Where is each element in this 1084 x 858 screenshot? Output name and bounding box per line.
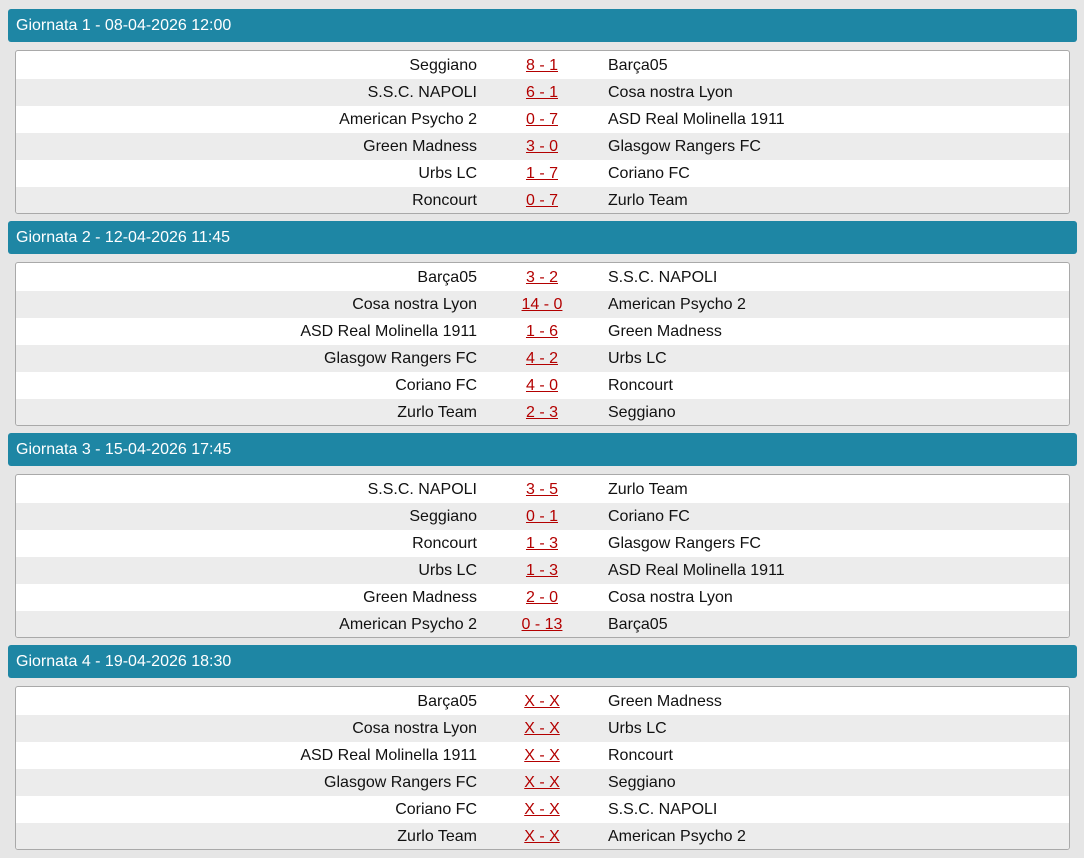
away-team: Roncourt — [608, 747, 673, 764]
match-list — [15, 474, 1070, 638]
away-team: American Psycho 2 — [608, 296, 746, 313]
home-team: Glasgow Rangers FC — [324, 350, 477, 367]
away-team: Glasgow Rangers FC — [608, 535, 761, 552]
home-team: Barça05 — [417, 269, 477, 286]
match-row — [16, 372, 1069, 399]
match-score-link[interactable]: 2 - 0 — [525, 589, 558, 606]
away-team: Glasgow Rangers FC — [608, 138, 761, 155]
match-score-link[interactable]: 0 - 1 — [525, 508, 558, 525]
match-row — [16, 796, 1069, 823]
away-team: Urbs LC — [608, 720, 667, 737]
match-row — [16, 611, 1069, 638]
home-team: Cosa nostra Lyon — [352, 296, 477, 313]
away-team: Cosa nostra Lyon — [608, 589, 733, 606]
match-list — [15, 686, 1070, 850]
home-team: S.S.C. NAPOLI — [367, 481, 477, 498]
away-team: Zurlo Team — [608, 192, 688, 209]
match-row — [16, 530, 1069, 557]
match-row — [16, 823, 1069, 850]
away-team: Seggiano — [608, 404, 676, 421]
match-score-link[interactable]: 3 - 2 — [525, 269, 558, 286]
round-header: Giornata 2 - 12-04-2026 11:45 — [8, 221, 1077, 254]
home-team: Zurlo Team — [397, 828, 477, 845]
round-section — [8, 221, 1077, 421]
away-team: S.S.C. NAPOLI — [608, 269, 718, 286]
round-section — [8, 645, 1077, 845]
match-score-link[interactable]: 1 - 3 — [525, 562, 558, 579]
match-score-link[interactable]: 0 - 7 — [525, 111, 558, 128]
home-team: Glasgow Rangers FC — [324, 774, 477, 791]
home-team: ASD Real Molinella 1911 — [300, 323, 477, 340]
match-score-link[interactable]: 1 - 7 — [525, 165, 558, 182]
round-header: Giornata 4 - 19-04-2026 18:30 — [8, 645, 1077, 678]
home-team: ASD Real Molinella 1911 — [300, 747, 477, 764]
match-score-link[interactable]: 3 - 5 — [525, 481, 558, 498]
home-team: Urbs LC — [418, 165, 477, 182]
match-score-link[interactable]: 4 - 2 — [525, 350, 558, 367]
away-team: ASD Real Molinella 1911 — [608, 562, 785, 579]
match-score-link[interactable]: X - X — [524, 693, 560, 710]
match-list — [15, 262, 1070, 426]
round-section — [8, 433, 1077, 633]
home-team: Green Madness — [363, 589, 477, 606]
match-row — [16, 769, 1069, 796]
away-team: Zurlo Team — [608, 481, 688, 498]
match-score-link[interactable]: 4 - 0 — [525, 377, 558, 394]
away-team: Roncourt — [608, 377, 673, 394]
match-row — [16, 345, 1069, 372]
away-team: ASD Real Molinella 1911 — [608, 111, 785, 128]
match-row — [16, 399, 1069, 426]
home-team: Zurlo Team — [397, 404, 477, 421]
match-score-link[interactable]: 0 - 13 — [521, 616, 563, 633]
match-row — [16, 106, 1069, 133]
match-score-link[interactable]: X - X — [524, 801, 560, 818]
match-score-link[interactable]: X - X — [524, 828, 560, 845]
home-team: American Psycho 2 — [339, 111, 477, 128]
match-row — [16, 318, 1069, 345]
away-team: Barça05 — [608, 57, 668, 74]
home-team: Cosa nostra Lyon — [352, 720, 477, 737]
away-team: Barça05 — [608, 616, 668, 633]
match-row — [16, 52, 1069, 79]
match-list — [15, 50, 1070, 214]
match-score-link[interactable]: X - X — [524, 747, 560, 764]
match-score-link[interactable]: 14 - 0 — [521, 296, 563, 313]
match-row — [16, 291, 1069, 318]
home-team: Seggiano — [409, 57, 477, 74]
match-row — [16, 503, 1069, 530]
match-row — [16, 688, 1069, 715]
home-team: S.S.C. NAPOLI — [367, 84, 477, 101]
home-team: Green Madness — [363, 138, 477, 155]
home-team: American Psycho 2 — [339, 616, 477, 633]
away-team: Cosa nostra Lyon — [608, 84, 733, 101]
match-score-link[interactable]: 2 - 3 — [525, 404, 558, 421]
home-team: Roncourt — [412, 535, 477, 552]
match-row — [16, 742, 1069, 769]
away-team: Seggiano — [608, 774, 676, 791]
away-team: Coriano FC — [608, 165, 690, 182]
round-section — [8, 9, 1077, 209]
away-team: S.S.C. NAPOLI — [608, 801, 718, 818]
away-team: Green Madness — [608, 693, 722, 710]
match-score-link[interactable]: 0 - 7 — [525, 192, 558, 209]
away-team: Urbs LC — [608, 350, 667, 367]
match-row — [16, 557, 1069, 584]
match-row — [16, 476, 1069, 503]
home-team: Roncourt — [412, 192, 477, 209]
match-row — [16, 584, 1069, 611]
home-team: Coriano FC — [395, 801, 477, 818]
match-row — [16, 187, 1069, 214]
away-team: American Psycho 2 — [608, 828, 746, 845]
match-score-link[interactable]: 1 - 3 — [525, 535, 558, 552]
match-score-link[interactable]: X - X — [524, 774, 560, 791]
home-team: Barça05 — [417, 693, 477, 710]
away-team: Green Madness — [608, 323, 722, 340]
home-team: Seggiano — [409, 508, 477, 525]
match-score-link[interactable]: 3 - 0 — [525, 138, 558, 155]
match-row — [16, 133, 1069, 160]
match-row — [16, 79, 1069, 106]
match-row — [16, 264, 1069, 291]
round-header: Giornata 3 - 15-04-2026 17:45 — [8, 433, 1077, 466]
match-score-link[interactable]: 6 - 1 — [525, 84, 558, 101]
away-team: Coriano FC — [608, 508, 690, 525]
home-team: Coriano FC — [395, 377, 477, 394]
match-score-link[interactable]: 1 - 6 — [525, 323, 558, 340]
match-score-link[interactable]: X - X — [524, 720, 560, 737]
round-header: Giornata 1 - 08-04-2026 12:00 — [8, 9, 1077, 42]
match-row — [16, 715, 1069, 742]
home-team: Urbs LC — [418, 562, 477, 579]
match-row — [16, 160, 1069, 187]
match-score-link[interactable]: 8 - 1 — [525, 57, 558, 74]
